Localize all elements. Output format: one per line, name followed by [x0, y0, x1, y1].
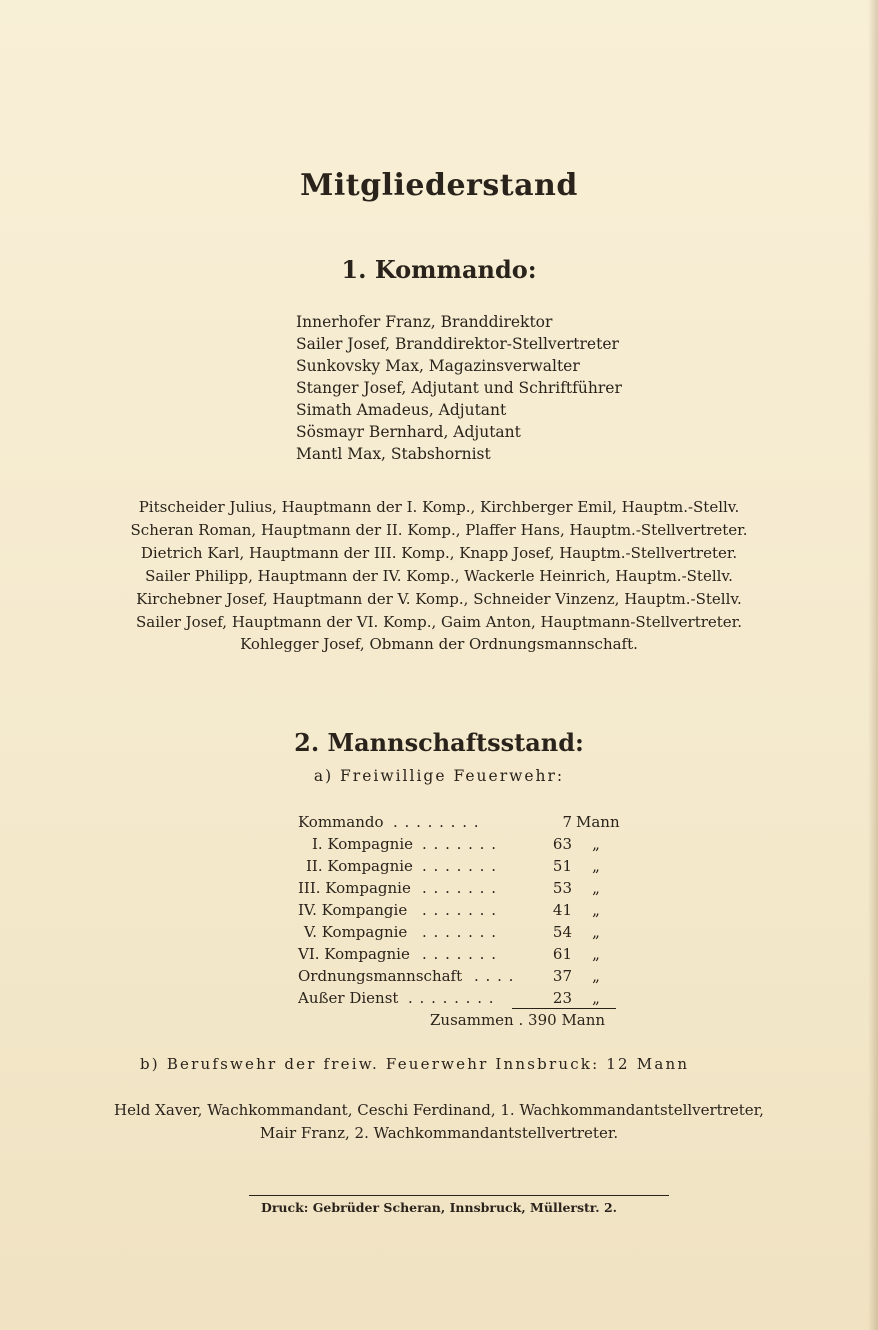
document-title: Mitgliederstand	[300, 168, 578, 203]
leader-dots: . . . . . . . .	[408, 989, 495, 1007]
row-count: 41	[552, 901, 572, 919]
row-label: V. Kompagnie	[304, 923, 408, 941]
row-label: VI. Kompagnie	[298, 945, 410, 963]
leader-dots: . . . . . . .	[422, 901, 497, 919]
row-count: 23	[552, 989, 572, 1007]
kommando-line: Stanger Josef, Adjutant und Schriftführer	[296, 379, 622, 397]
row-count: 37	[552, 967, 572, 985]
row-label: III. Kompagnie	[298, 879, 411, 897]
row-label: II. Kompagnie	[306, 857, 413, 875]
table-row	[298, 967, 616, 987]
row-unit: „	[592, 901, 600, 919]
total-count: 390	[528, 1011, 557, 1029]
row-label: Kommando	[298, 813, 384, 831]
printer-imprint: Druck: Gebrüder Scheran, Innsbruck, Müllerstr. 2.	[261, 1200, 617, 1215]
row-label: Außer Dienst	[298, 989, 399, 1007]
leader-dots: . . . . . . .	[422, 835, 497, 853]
row-count: 53	[552, 879, 572, 897]
leader-dots: . . . . . . . .	[393, 813, 480, 831]
footer-rule	[249, 1195, 669, 1196]
row-unit: „	[592, 945, 600, 963]
leader-dots: . . . .	[474, 967, 515, 985]
kommando-line: Sösmayr Bernhard, Adjutant	[296, 423, 521, 441]
officer-line: Sailer Philipp, Hauptmann der IV. Komp., Wackerle Heinrich, Hauptm.-Stellv.	[145, 567, 733, 585]
row-unit: „	[592, 923, 600, 941]
row-unit: Mann	[576, 813, 620, 831]
table-row	[298, 923, 616, 943]
table-row	[298, 835, 616, 855]
officer-line: Sailer Josef, Hauptmann der VI. Komp., Gaim Anton, Hauptmann-Stellvertreter.	[136, 613, 742, 631]
officer-line: Pitscheider Julius, Hauptmann der I. Komp., Kirchberger Emil, Hauptm.-Stellv.	[138, 498, 740, 516]
row-label: Ordnungsmannschaft	[298, 967, 463, 985]
total-row	[430, 1011, 605, 1029]
table-row	[298, 857, 616, 877]
row-count: 63	[552, 835, 572, 853]
leader-dots: . . . . . . .	[422, 879, 497, 897]
leader-dots: . . . . . . .	[422, 923, 497, 941]
subsection-b-line: b) Berufswehr der freiw. Feuerwehr Innsbruck: 12 Mann	[140, 1055, 690, 1073]
wache-line: Held Xaver, Wachkommandant, Ceschi Ferdinand, 1. Wachkommandantstellvertreter,	[114, 1101, 764, 1119]
total-unit: Mann	[561, 1011, 606, 1029]
row-unit: „	[592, 879, 600, 897]
kommando-line: Sunkovsky Max, Magazinsverwalter	[296, 357, 580, 375]
kommando-line: Mantl Max, Stabshornist	[296, 445, 491, 463]
row-count: 7	[562, 813, 572, 831]
table-row	[298, 989, 616, 1009]
table-row	[298, 813, 620, 833]
kommando-line: Simath Amadeus, Adjutant	[296, 401, 507, 419]
officer-line: Dietrich Karl, Hauptmann der III. Komp., Knapp Josef, Hauptm.-Stellvertreter.	[140, 544, 738, 562]
kommando-line: Sailer Josef, Branddirektor-Stellvertreter	[296, 335, 619, 353]
section-1-heading: 1. Kommando:	[341, 255, 537, 284]
leader-dots: . . . . . . .	[422, 945, 497, 963]
kommando-line: Innerhofer Franz, Branddirektor	[296, 313, 553, 331]
officer-line: Kohlegger Josef, Obmann der Ordnungsmannschaft.	[240, 635, 638, 653]
row-label: IV. Kompangie	[298, 901, 408, 919]
leader-dots: . . . . . . .	[422, 857, 497, 875]
row-unit: „	[592, 857, 600, 875]
officer-line: Scheran Roman, Hauptmann der II. Komp., Plaffer Hans, Hauptm.-Stellvertreter.	[130, 521, 748, 539]
row-unit: „	[592, 967, 600, 985]
table-row	[298, 945, 616, 965]
row-unit: „	[592, 835, 600, 853]
sum-rule	[512, 1008, 616, 1009]
row-label: I. Kompagnie	[312, 835, 414, 853]
wache-line: Mair Franz, 2. Wachkommandantstellvertreter.	[259, 1124, 619, 1142]
officer-line: Kirchebner Josef, Hauptmann der V. Komp., Schneider Vinzenz, Hauptm.-Stellv.	[136, 590, 742, 608]
table-row	[298, 901, 616, 921]
row-count: 54	[552, 923, 572, 941]
row-count: 51	[552, 857, 572, 875]
total-label: Zusammen .	[430, 1011, 524, 1029]
row-unit: „	[592, 989, 600, 1007]
section-2-heading: 2. Mannschaftsstand:	[294, 728, 584, 757]
row-count: 61	[552, 945, 572, 963]
subsection-a-heading: a) Freiwillige Feuerwehr:	[313, 767, 565, 785]
table-row	[298, 879, 616, 899]
